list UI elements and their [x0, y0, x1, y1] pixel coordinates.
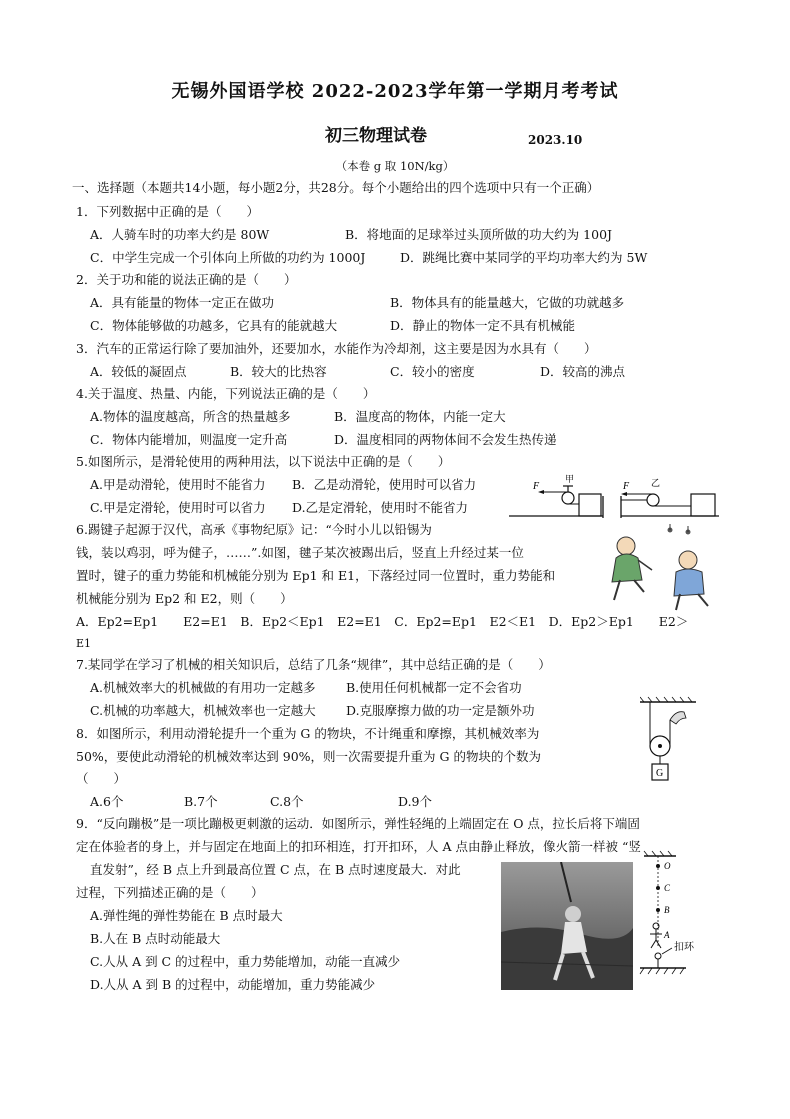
q2-option-d: D．静止的物体一定不具有机械能 [390, 318, 576, 333]
q4-option-d: D．温度相同的两物体间不会发生热传递 [334, 432, 557, 447]
q3-option-d: D．较高的沸点 [540, 364, 626, 379]
q9-option-a: A.弹性绳的弹性势能在 B 点时最大 [90, 908, 283, 923]
movable-pulley-figure [640, 696, 696, 788]
reverse-bungee-photo [501, 862, 633, 990]
pulley-usage-figure [505, 474, 725, 522]
q8-option-a: A.6个 [90, 794, 124, 809]
q4-option-a: A.物体的温度越高，所含的热量越多 [90, 409, 291, 424]
force-label-jia: F [533, 481, 540, 492]
q2-option-c: C．物体能够做的功越多，它具有的能就越大 [90, 318, 338, 333]
q4-stem: 4.关于温度、热量、内能，下列说法正确的是（ ） [76, 386, 376, 401]
q4-option-b: B．温度高的物体，内能一定大 [334, 409, 506, 424]
q9-line-1: 9．“反向蹦极”是一项比蹦极更刺激的运动．如图所示，弹性轻绳的上端固定在 O 点，拉长后将下端固 [76, 816, 640, 831]
q9-option-c: C.人从 A 到 C 的过程中，重力势能增加，动能一直减少 [90, 954, 401, 969]
label-jia: 甲 [565, 475, 575, 485]
q6-options: A．Ep2=Ep1 E2=E1 B．Ep2＜Ep1 E2=E1 C．Ep2=Ep1 E2＜E1 D．Ep2＞Ep1 E2＞ [76, 614, 689, 629]
q1-option-b: B．将地面的足球举过头顶所做的功大约为 100J [345, 227, 613, 242]
force-label-yi: F [623, 481, 630, 492]
q5-option-d: D.乙是定滑轮，使用时不能省力 [292, 500, 469, 515]
q1-option-d: D．跳绳比赛中某同学的平均功率大约为 5W [400, 250, 648, 265]
q5-option-a: A.甲是动滑轮，使用时不能省力 [90, 477, 266, 492]
q6-line-1: 6.踢键子起源于汉代，高承《事物纪原》记：“今时小儿以铅锡为 [76, 522, 432, 537]
q9-line-3: 直发射”，经 B 点上升到最高位置 C 点，在 B 点时速度最大．对此 [90, 862, 461, 877]
q2-stem: 2．关于功和能的说法正确的是（ ） [76, 272, 297, 287]
q5-option-c: C.甲是定滑轮，使用时可以省力 [90, 500, 266, 515]
exam-date: 2023.10 [528, 133, 583, 147]
label-yi: 乙 [651, 479, 661, 489]
section-heading: 一、选择题（本题共14小题，每小题2分，共28分。每个小题给出的四个选项中只有一个正确） [72, 180, 600, 195]
q8-line-2: 50%，要使此动滑轮的机械效率达到 90%，则一次需要提升重为 G 的物块的个数为 [76, 749, 541, 764]
point-c-label: C [664, 883, 671, 893]
figure-jia [509, 474, 603, 518]
q9-line-4: 过程，下列描述正确的是（ ） [76, 885, 264, 900]
q6-options-tail: E1 [76, 637, 92, 650]
q8-line-1: 8．如图所示，利用动滑轮提升一个重为 G 的物块，不计绳重和摩擦，其机械效率为 [76, 726, 540, 741]
q8-option-b: B.7个 [184, 794, 218, 809]
q3-option-c: C．较小的密度 [390, 364, 475, 379]
jianzi-kicking-illustration [604, 520, 716, 612]
page-title: 无锡外国语学校 2022-2023学年第一学期月考考试 [171, 81, 619, 102]
q9-option-b: B.人在 B 点时动能最大 [90, 931, 221, 946]
g-note: （本卷 g 取 10N/kg） [335, 159, 455, 173]
q3-option-b: B．较大的比热容 [230, 364, 327, 379]
q1-stem: 1．下列数据中正确的是（ ） [76, 204, 259, 219]
q8-line-3: （ ） [76, 771, 127, 786]
figure-yi [621, 478, 719, 518]
q7-option-d: D.克服摩擦力做的功一定是额外功 [346, 703, 535, 718]
q2-option-a: A．具有能量的物体一定正在做功 [90, 295, 275, 310]
q4-option-c: C．物体内能增加，则温度一定升高 [90, 432, 288, 447]
q6-line-2: 钱，装以鸡羽，呼为健子，……”.如图，毽子某次被踢出后，竖直上升经过某一位 [76, 545, 524, 560]
point-o-label: O [664, 861, 671, 871]
q8-option-c: C.8个 [270, 794, 304, 809]
q5-stem: 5.如图所示，是滑轮使用的两种用法，以下说法中正确的是（ ） [76, 454, 451, 469]
page-subtitle: 初三物理试卷 [325, 126, 427, 146]
q7-option-c: C.机械的功率越大，机械效率也一定越大 [90, 703, 316, 718]
bungee-diagram [636, 848, 714, 986]
q8-option-d: D.9个 [398, 794, 433, 809]
q5-option-b: B．乙是动滑轮，使用时可以省力 [292, 477, 477, 492]
q6-line-4: 机械能分别为 Ep2 和 E2，则（ ） [76, 591, 293, 606]
q7-stem: 7.某同学在学习了机械的相关知识后，总结了几条“规律”，其中总结正确的是（ ） [76, 657, 551, 672]
q2-option-b: B．物体具有的能量越大，它做的功就越多 [390, 295, 625, 310]
q6-line-3: 置时，键子的重力势能和机械能分别为 Ep1 和 E1，下落经过同一位置时，重力势能和 [76, 568, 556, 583]
q3-option-a: A．较低的凝固点 [90, 364, 187, 379]
q1-option-c: C．中学生完成一个引体向上所做的功约为 1000J [90, 250, 366, 265]
q9-option-d: D.人从 A 到 B 的过程中，动能增加，重力势能减少 [90, 977, 376, 992]
weight-label: G [656, 768, 664, 779]
q1-option-a: A．人骑车时的功率大约是 80W [90, 227, 270, 242]
point-b-label: B [664, 905, 670, 915]
point-a-label: A [664, 930, 670, 940]
q9-line-2: 定在体验者的身上，并与固定在地面上的扣环相连，打开扣环，人 A 点由静止释放，像火箭一样被 “竖 [76, 839, 641, 854]
q3-stem: 3．汽车的正常运行除了要加油外，还要加水，水能作为冷却剂，这主要是因为水具有（ ） [76, 341, 597, 356]
q7-option-a: A.机械效率大的机械做的有用功一定越多 [90, 680, 316, 695]
q7-option-b: B.使用任何机械都一定不会省功 [346, 680, 522, 695]
ring-label: 扣环 [674, 942, 694, 953]
